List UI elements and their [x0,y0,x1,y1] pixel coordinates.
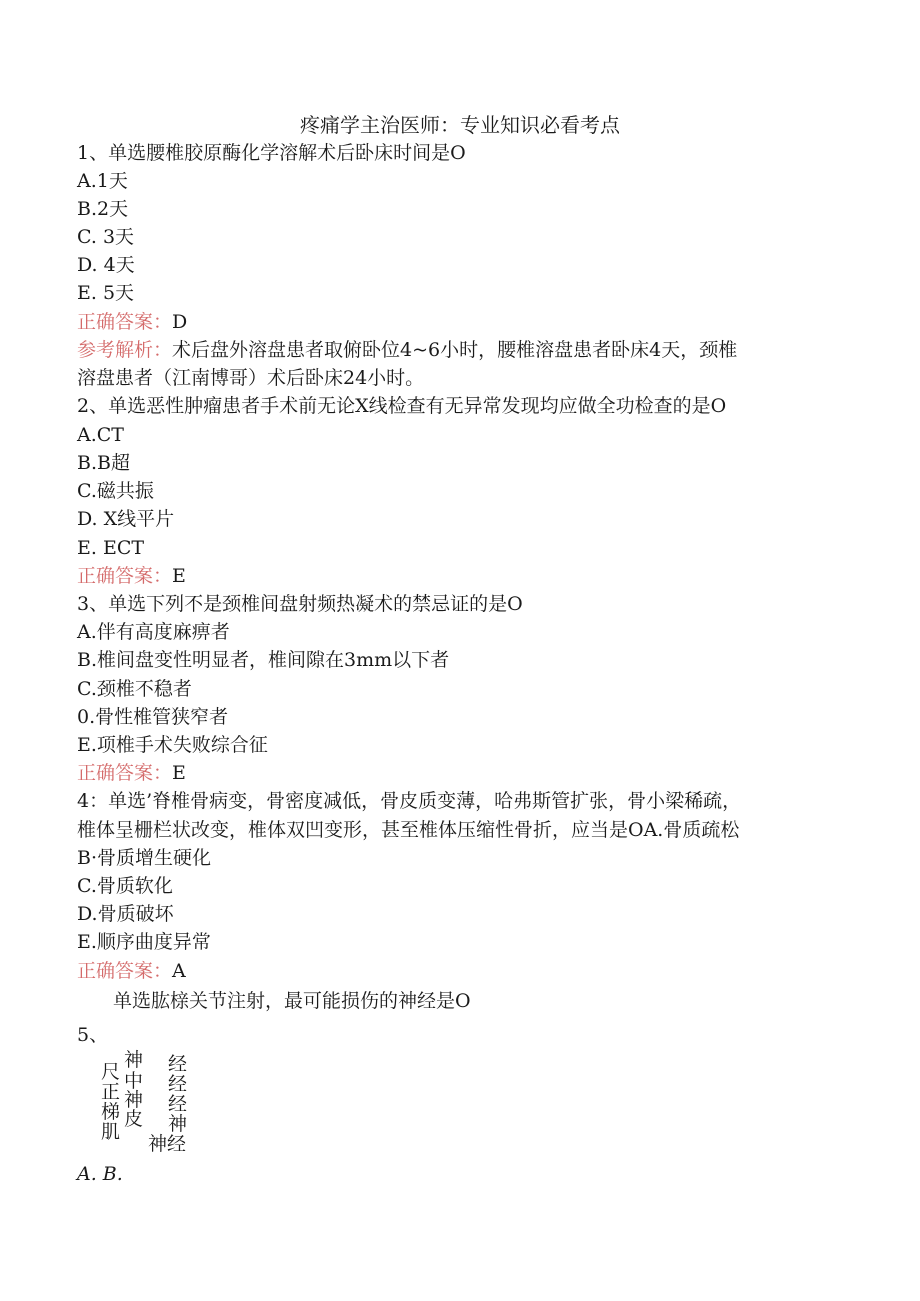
q5-frag: 皮 [124,1108,144,1130]
q1-analysis-line2: 溶盘患者（江南博哥）术后卧床24小时。 [77,367,425,389]
q5-frag: 神 [168,1113,188,1135]
q4-stem-line1: 4：单选’脊椎骨病变，骨密度减低，骨皮质变薄，哈弗斯管扩张，骨小梁稀疏， [77,790,742,812]
q5-frag: 神经 [148,1133,187,1155]
q1-option-e: E. 5天 [77,282,135,304]
q5-frag: 中 [124,1070,144,1092]
q1-option-b: B.2天 [77,198,129,220]
q5-options-line: A. B. [77,1163,123,1185]
answer-label: 正确答案： [77,311,173,333]
q5-frag: 经 [168,1053,188,1075]
q3-option-e: E.项椎手术失败综合征 [77,734,268,756]
q5-stem: 单选肱榇关节注射，最可能损伤的神经是O [113,990,471,1012]
answer-value: A [172,960,186,982]
q1-answer [77,310,187,334]
answer-label: 正确答案： [77,960,173,982]
q4-option-c: C.骨质软化 [77,875,173,897]
q3-option-a: A.伴有高度麻痹者 [77,621,230,643]
q2-option-b: B.B超 [77,452,130,474]
q4-option-b: B·骨质增生硬化 [77,847,212,869]
answer-label: 正确答案： [77,762,173,784]
q2-option-d: D. X线平片 [77,508,175,530]
answer-value: E [172,762,186,784]
q4-option-d: D.骨质破坏 [77,903,174,925]
q3-option-c: C.颈椎不稳者 [77,678,192,700]
q1-option-a: A.1天 [77,170,128,192]
answer-value: E [172,565,186,587]
q5-frag: 神 [124,1049,144,1071]
q4-answer [77,959,186,983]
q2-option-e: E. ECT [77,537,145,559]
q5-frag: 神 [124,1089,144,1111]
q2-option-c: C.磁共振 [77,480,154,502]
q3-option-d: 0.骨性椎管狭窄者 [77,706,229,728]
q5-frag: 经 [168,1073,188,1095]
q1-option-d: D. 4天 [77,254,135,276]
q4-stem-line2: 椎体呈栅栏状改变，椎体双凹变形，甚至椎体压缩性骨折，应当是OA.骨质疏松 [77,819,740,841]
q3-stem: 3、单选下列不是颈椎间盘射频热凝术的禁忌证的是O [77,593,523,615]
q4-option-e: E.顺序曲度异常 [77,931,211,953]
q1-option-c: C. 3天 [77,226,135,248]
q5-frag: 尺 [101,1061,121,1083]
q5-frag: 正 [101,1081,121,1103]
q1-stem: 1、单选腰椎胶原酶化学溶解术后卧床时间是O [77,142,466,164]
document-title: 疼痛学主治医师：专业知识必看考点 [300,113,620,137]
analysis-label: 参考解析： [77,339,173,361]
q3-option-b: B.椎间盘变性明显者，椎间隙在3mm以下者 [77,649,450,671]
answer-label: 正确答案： [77,565,173,587]
q5-frag: 经 [168,1093,188,1115]
answer-value: D [172,311,188,333]
q5-frag: 肌 [101,1121,121,1143]
q3-answer [77,761,186,785]
q2-stem: 2、单选恶性肿瘤患者手术前无论X线检查有无异常发现均应做全功检查的是O [77,395,727,417]
q1-analysis [77,338,737,362]
q5-number: 5、 [77,1024,109,1046]
q2-answer [77,564,186,588]
analysis-text-line1: 术后盘外溶盘患者取俯卧位4~6小时，腰椎溶盘患者卧床4天，颈椎 [172,339,738,361]
q2-option-a: A.CT [77,424,124,446]
q5-frag: 梯 [101,1101,121,1123]
